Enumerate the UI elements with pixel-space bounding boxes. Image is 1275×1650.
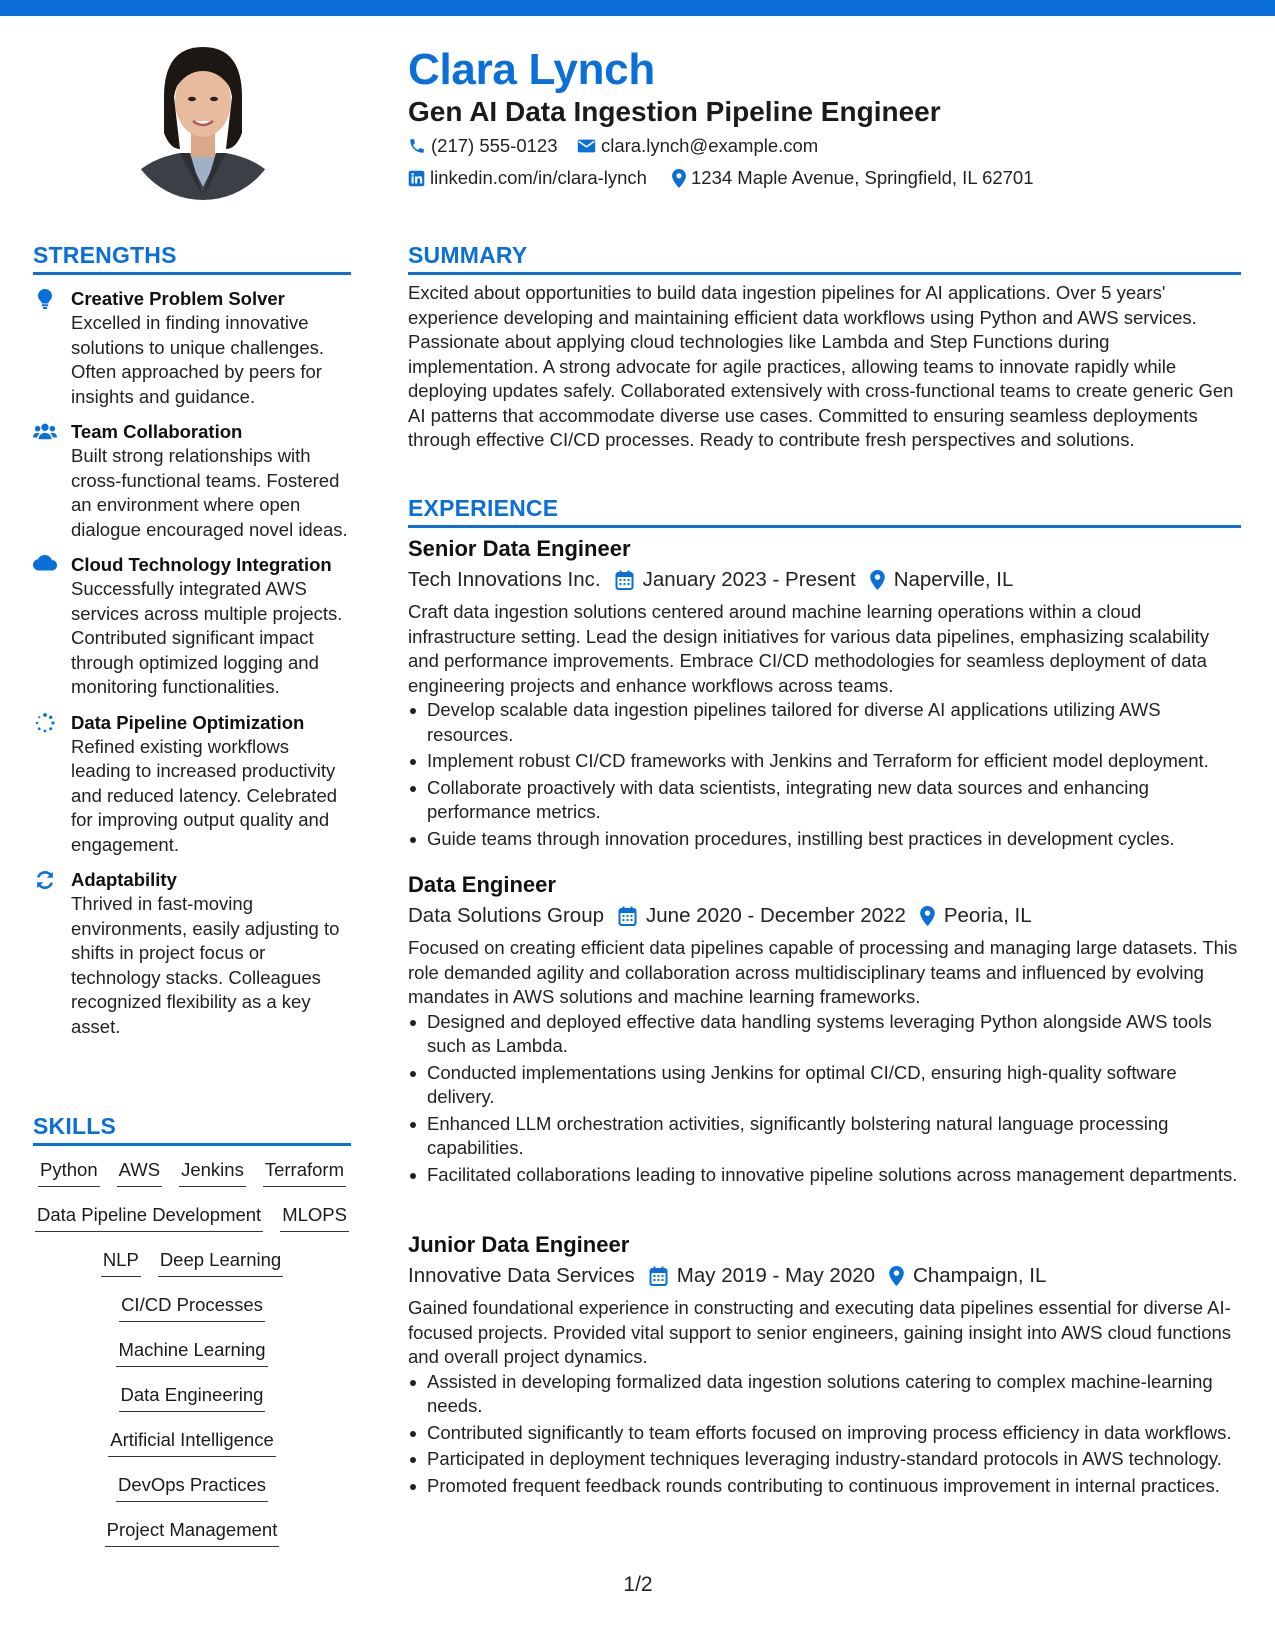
strength-item xyxy=(33,711,353,858)
skill-tag: Data Pipeline Development xyxy=(35,1203,263,1232)
job-bullets xyxy=(408,1010,1243,1188)
job-location: Naperville, IL xyxy=(893,568,1014,591)
skill-row xyxy=(33,1473,351,1518)
job-company: Tech Innovations Inc. xyxy=(408,568,601,591)
job-dates: May 2019 - May 2020 xyxy=(676,1264,876,1287)
skill-row xyxy=(33,1383,351,1428)
job-description: Craft data ingestion solutions centered around machine learning operations within a cloud infrastructure setting. Lead the design initiatives for various data pipelines, emphasizing scalability and performance improvements. Embrace CI/CD methodologies for seamless deployment of data engineering projects and enhance workflows across teams. xyxy=(408,601,1210,696)
skill-tag: Deep Learning xyxy=(158,1248,283,1277)
job-bullet: Develop scalable data ingestion pipelines tailored for diverse AI applications utilizing AWS resources. xyxy=(408,698,1243,747)
job-bullet: Participated in deployment techniques leveraging industry-standard protocols in AWS technology. xyxy=(408,1447,1243,1472)
sync-icon xyxy=(33,870,57,892)
job-description: Focused on creating efficient data pipelines capable of processing and managing large datasets. This role demanded agility and collaboration across multidisciplinary teams and influenced by evolving mandates in AWS solutions and machine learning frameworks. xyxy=(408,937,1238,1007)
strength-description: Built strong relationships with cross-functional teams. Fostered an environment where open dialogue encouraged novel ideas. xyxy=(71,445,348,540)
job-meta xyxy=(408,566,1243,594)
strength-title: Team Collaboration xyxy=(71,421,243,442)
job-bullet: Guide teams through innovation procedures, instilling best practices in development cycles. xyxy=(408,827,1243,852)
experience-rule xyxy=(408,525,1241,528)
skill-tag: Jenkins xyxy=(179,1158,246,1187)
skill-tag: Machine Learning xyxy=(116,1338,267,1367)
job-description: Gained foundational experience in constructing and executing data pipelines essential for diverse AI-focused projects. Provided vital support to senior engineers, gaining insight into AWS cloud functions and overall project dynamics. xyxy=(408,1297,1232,1367)
job-title: Junior Data Engineer xyxy=(408,1232,630,1257)
users-icon xyxy=(33,422,57,444)
contact-linkedin[interactable] xyxy=(408,166,647,190)
job-title: Data Engineer xyxy=(408,872,556,897)
skill-tag: CI/CD Processes xyxy=(119,1293,265,1322)
skill-tag: AWS xyxy=(117,1158,162,1187)
skill-row xyxy=(33,1293,351,1338)
job-bullet: Designed and deployed effective data handling systems leveraging Python alongside AWS tools such as Lambda. xyxy=(408,1010,1243,1059)
map-pin-icon xyxy=(920,906,935,926)
job-meta xyxy=(408,902,1243,930)
skill-row xyxy=(33,1158,351,1203)
job-bullet: Implement robust CI/CD frameworks with Jenkins and Terraform for efficient model deployment. xyxy=(408,749,1243,774)
address-text: 1234 Maple Avenue, Springfield, IL 62701 xyxy=(691,167,1034,188)
strength-description: Refined existing workflows leading to increased productivity and reduced latency. Celebrated for improving output quality and engagement. xyxy=(71,735,338,855)
candidate-title: Gen AI Data Ingestion Pipeline Engineer xyxy=(408,96,941,127)
job-bullet: Contributed significantly to team efforts focused on improving process efficiency in data workflows. xyxy=(408,1421,1243,1446)
job-company: Data Solutions Group xyxy=(408,904,605,927)
skill-row xyxy=(33,1203,351,1248)
lightbulb-icon xyxy=(33,289,57,311)
linkedin-icon xyxy=(408,170,425,187)
skill-tag: Project Management xyxy=(105,1518,280,1547)
contact-address xyxy=(672,166,1034,190)
strengths-list xyxy=(33,287,353,1050)
strength-title: Creative Problem Solver xyxy=(71,288,285,309)
skill-row xyxy=(33,1428,351,1473)
map-pin-icon xyxy=(889,1266,904,1286)
strengths-heading: STRENGTHS xyxy=(33,242,177,268)
strength-item xyxy=(33,287,353,409)
calendar-icon xyxy=(649,1266,668,1286)
job-bullet: Collaborate proactively with data scientists, integrating new data sources and enhancing performance metrics. xyxy=(408,776,1243,825)
calendar-icon xyxy=(615,570,634,590)
profile-photo xyxy=(128,37,278,207)
job-entry xyxy=(408,1231,1243,1500)
linkedin-text: linkedin.com/in/clara-lynch xyxy=(430,167,647,188)
skills-rule xyxy=(33,1143,351,1146)
email-text: clara.lynch@example.com xyxy=(601,135,819,156)
job-bullet: Promoted frequent feedback rounds contributing to continuous improvement in internal practices. xyxy=(408,1474,1243,1499)
skills-list xyxy=(33,1158,351,1563)
calendar-icon xyxy=(618,906,637,926)
summary-text: Excited about opportunities to build data ingestion pipelines for AI applications. Over 5 years' experience developing and maintaining efficient data workflows using Python and AWS services. Passionate about applying cloud technologies like Lambda and Step Functions during implementation. A strong advocate for agile practices, allowing teams to innovate rapidly while deploying updates safely. Collaborated extensively with cross-functional teams to create generic Gen AI patterns that accommodate diverse use cases. Committed to ensuring seamless deployments through effective CI/CD processes. Ready to contribute fresh perspectives and solutions. xyxy=(408,282,1234,450)
job-entry xyxy=(408,871,1243,1189)
strength-description: Thrived in fast-moving environments, easily adjusting to shifts in project focus or technology stacks. Colleagues recognized flexibility as a key asset. xyxy=(71,893,340,1037)
skill-tag: Artificial Intelligence xyxy=(108,1428,276,1457)
strength-title: Cloud Technology Integration xyxy=(71,554,332,575)
job-bullet: Enhanced LLM orchestration activities, significantly bolstering natural language processing capabilities. xyxy=(408,1112,1243,1161)
skill-row xyxy=(33,1518,351,1563)
experience-heading: EXPERIENCE xyxy=(408,495,559,521)
job-bullets xyxy=(408,698,1243,851)
job-company: Innovative Data Services xyxy=(408,1264,635,1287)
spinner-icon xyxy=(33,713,57,735)
cloud-icon xyxy=(33,555,57,577)
summary-heading: SUMMARY xyxy=(408,242,528,268)
skill-tag: MLOPS xyxy=(280,1203,349,1232)
strengths-rule xyxy=(33,272,351,275)
skill-row xyxy=(33,1248,351,1293)
envelope-icon xyxy=(577,138,596,154)
skills-heading: SKILLS xyxy=(33,1113,116,1139)
strength-item xyxy=(33,420,353,542)
strength-title: Adaptability xyxy=(71,869,177,890)
skill-row xyxy=(33,1338,351,1383)
skill-tag: NLP xyxy=(101,1248,141,1277)
job-bullets xyxy=(408,1370,1243,1499)
skill-tag: Terraform xyxy=(263,1158,346,1187)
job-location: Champaign, IL xyxy=(913,1264,1047,1287)
strength-description: Excelled in finding innovative solutions to unique challenges. Often approached by peers for insights and guidance. xyxy=(71,312,325,407)
strength-item xyxy=(33,553,353,700)
job-dates: June 2020 - December 2022 xyxy=(646,904,906,927)
top-accent-bar xyxy=(0,0,1275,16)
map-pin-icon xyxy=(672,169,686,188)
contact-email[interactable] xyxy=(577,134,818,158)
phone-icon xyxy=(408,137,426,155)
skill-tag: Python xyxy=(38,1158,100,1187)
job-location: Peoria, IL xyxy=(943,904,1032,927)
strength-item xyxy=(33,868,353,1039)
skill-tag: DevOps Practices xyxy=(116,1473,268,1502)
skill-tag: Data Engineering xyxy=(119,1383,266,1412)
contact-phone[interactable] xyxy=(408,134,558,158)
job-bullet: Assisted in developing formalized data ingestion solutions catering to complex machine-learning needs. xyxy=(408,1370,1243,1419)
summary-rule xyxy=(408,272,1241,275)
strength-title: Data Pipeline Optimization xyxy=(71,711,305,733)
strength-description: Successfully integrated AWS services across multiple projects. Contributed significant impact through optimized logging and monitoring functionalities. xyxy=(71,578,343,697)
job-bullet: Conducted implementations using Jenkins for optimal CI/CD, ensuring high-quality software delivery. xyxy=(408,1061,1243,1110)
job-bullet: Facilitated collaborations leading to innovative pipeline solutions across management departments. xyxy=(408,1163,1243,1188)
job-entry xyxy=(408,535,1243,853)
candidate-name: Clara Lynch xyxy=(408,45,655,94)
job-meta xyxy=(408,1262,1243,1290)
job-dates: January 2023 - Present xyxy=(642,568,856,591)
phone-text: (217) 555-0123 xyxy=(431,135,558,156)
page-number: 1/2 xyxy=(623,1573,653,1596)
job-title: Senior Data Engineer xyxy=(408,536,631,561)
map-pin-icon xyxy=(870,570,885,590)
